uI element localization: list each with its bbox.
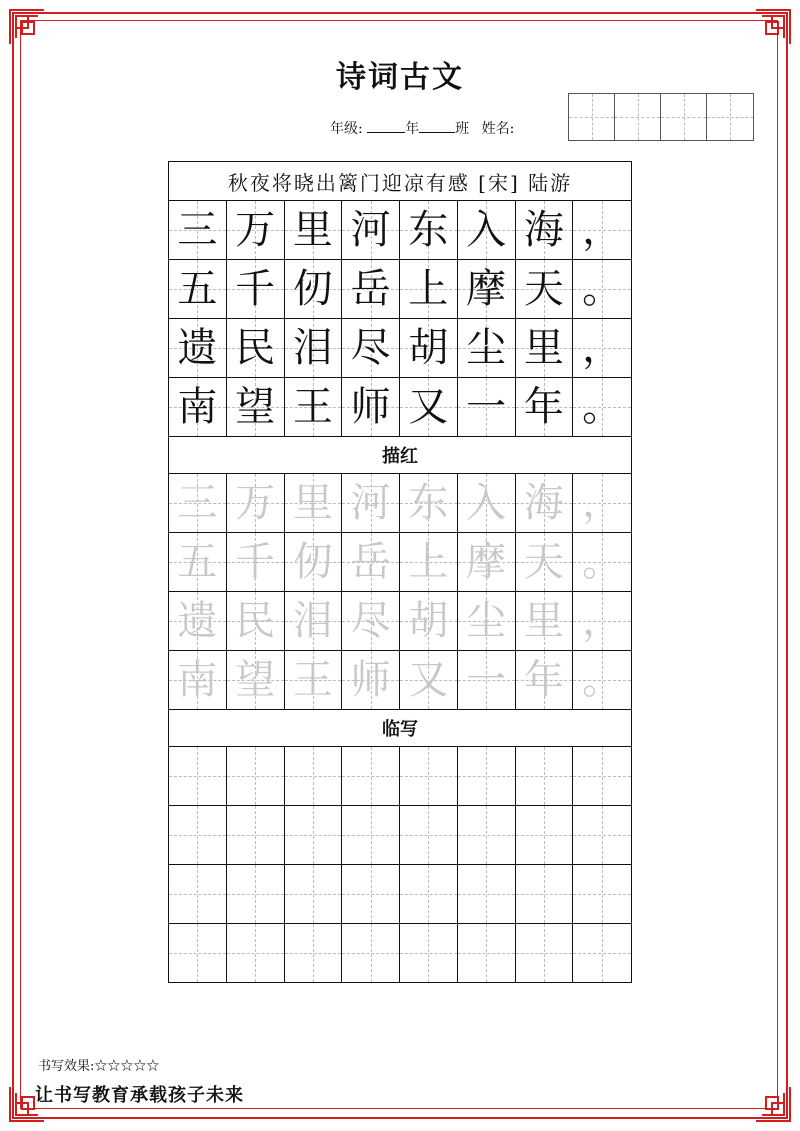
trace-character: ， xyxy=(582,480,623,526)
trace-cell[interactable] xyxy=(285,592,343,650)
name-cell[interactable] xyxy=(707,94,753,140)
model-cell xyxy=(573,260,631,318)
copy-cell[interactable] xyxy=(169,747,227,805)
copy-cell[interactable] xyxy=(227,806,285,864)
trace-cell[interactable] xyxy=(573,533,631,591)
trace-cell[interactable] xyxy=(227,474,285,532)
model-cell xyxy=(458,201,516,259)
copy-cell[interactable] xyxy=(285,865,343,923)
trace-character: 仞 xyxy=(292,539,333,585)
trace-character: 师 xyxy=(350,657,391,703)
name-cell[interactable] xyxy=(569,94,615,140)
trace-character: 入 xyxy=(466,480,507,526)
copy-cell[interactable] xyxy=(342,865,400,923)
trace-cell[interactable] xyxy=(400,651,458,709)
trace-cell[interactable] xyxy=(458,533,516,591)
copy-cell[interactable] xyxy=(458,806,516,864)
model-character: 五 xyxy=(177,266,218,312)
copy-cell[interactable] xyxy=(169,865,227,923)
trace-character: 望 xyxy=(235,657,276,703)
trace-cell[interactable] xyxy=(458,592,516,650)
model-character: 天 xyxy=(523,266,564,312)
copy-cell[interactable] xyxy=(169,806,227,864)
copy-row xyxy=(169,924,631,982)
trace-character: 海 xyxy=(523,480,564,526)
trace-character: 里 xyxy=(292,480,333,526)
copy-cell[interactable] xyxy=(342,747,400,805)
trace-character: 胡 xyxy=(408,598,449,644)
model-cell xyxy=(227,201,285,259)
model-character: 年 xyxy=(523,384,564,430)
model-cell xyxy=(400,201,458,259)
student-info-line xyxy=(330,118,514,138)
model-row xyxy=(169,201,631,260)
trace-cell[interactable] xyxy=(342,533,400,591)
copy-cell[interactable] xyxy=(573,747,631,805)
trace-character: 三 xyxy=(177,480,218,526)
trace-cell[interactable] xyxy=(285,533,343,591)
model-cell xyxy=(516,378,574,436)
trace-character: 万 xyxy=(235,480,276,526)
copy-cell[interactable] xyxy=(458,865,516,923)
copy-section xyxy=(169,747,631,982)
copy-cell[interactable] xyxy=(573,865,631,923)
model-cell xyxy=(169,260,227,318)
model-cell xyxy=(458,378,516,436)
trace-cell[interactable] xyxy=(573,592,631,650)
copy-cell[interactable] xyxy=(458,924,516,982)
model-cell xyxy=(573,378,631,436)
trace-cell[interactable] xyxy=(400,474,458,532)
model-character: 民 xyxy=(235,325,276,371)
model-cell xyxy=(342,319,400,377)
trace-section xyxy=(169,474,631,709)
model-cell xyxy=(400,378,458,436)
model-section xyxy=(169,201,631,436)
model-character: 东 xyxy=(408,207,449,253)
trace-character: 年 xyxy=(523,657,564,703)
model-cell xyxy=(516,319,574,377)
copy-cell[interactable] xyxy=(342,806,400,864)
trace-character: 遗 xyxy=(177,598,218,644)
corner-ornament-top-right xyxy=(754,8,792,46)
copy-cell[interactable] xyxy=(400,747,458,805)
trace-character: 里 xyxy=(523,598,564,644)
trace-character: 天 xyxy=(523,539,564,585)
trace-cell[interactable] xyxy=(285,474,343,532)
trace-character: 泪 xyxy=(292,598,333,644)
trace-character: 尘 xyxy=(466,598,507,644)
copy-cell[interactable] xyxy=(169,924,227,982)
model-cell xyxy=(342,378,400,436)
year-label: 年 xyxy=(405,121,420,137)
model-character: 尘 xyxy=(466,325,507,371)
model-cell xyxy=(169,201,227,259)
copy-row xyxy=(169,806,631,865)
writing-evaluation: 书写效果:☆☆☆☆☆ xyxy=(38,1059,160,1074)
corner-ornament-bottom-right xyxy=(754,1085,792,1123)
class-label: 班 xyxy=(455,121,470,137)
model-character: 师 xyxy=(350,384,391,430)
model-cell xyxy=(516,260,574,318)
copy-cell[interactable] xyxy=(516,865,574,923)
model-character: 岳 xyxy=(350,266,391,312)
model-cell xyxy=(169,378,227,436)
model-row xyxy=(169,378,631,436)
model-character: ， xyxy=(582,207,623,253)
trace-cell[interactable] xyxy=(342,592,400,650)
trace-row xyxy=(169,592,631,651)
grade-blank[interactable] xyxy=(367,118,405,133)
trace-character: 岳 xyxy=(350,539,391,585)
copy-row xyxy=(169,747,631,806)
model-cell xyxy=(285,378,343,436)
trace-character: ， xyxy=(582,598,623,644)
model-row xyxy=(169,260,631,319)
trace-cell[interactable] xyxy=(342,474,400,532)
model-cell xyxy=(285,260,343,318)
trace-cell[interactable] xyxy=(516,651,574,709)
trace-cell[interactable] xyxy=(227,592,285,650)
trace-cell[interactable] xyxy=(400,533,458,591)
trace-cell[interactable] xyxy=(227,533,285,591)
model-character: 海 xyxy=(523,207,564,253)
trace-character: 。 xyxy=(582,657,623,703)
model-cell xyxy=(169,319,227,377)
model-character: 望 xyxy=(235,384,276,430)
model-row xyxy=(169,319,631,378)
copy-cell[interactable] xyxy=(516,747,574,805)
copy-section-label: 临写 xyxy=(169,709,631,747)
trace-cell[interactable] xyxy=(285,651,343,709)
copy-cell[interactable] xyxy=(285,924,343,982)
copy-cell[interactable] xyxy=(400,806,458,864)
model-character: 万 xyxy=(235,207,276,253)
model-cell xyxy=(573,319,631,377)
trace-character: 东 xyxy=(408,480,449,526)
model-cell xyxy=(285,319,343,377)
model-character: 千 xyxy=(235,266,276,312)
trace-section-label: 描红 xyxy=(169,436,631,474)
copy-cell[interactable] xyxy=(227,924,285,982)
trace-character: 上 xyxy=(408,539,449,585)
name-cell[interactable] xyxy=(615,94,661,140)
copy-cell[interactable] xyxy=(285,747,343,805)
trace-character: 五 xyxy=(177,539,218,585)
copy-cell[interactable] xyxy=(573,924,631,982)
trace-character: 又 xyxy=(408,657,449,703)
model-character: 一 xyxy=(466,384,507,430)
trace-cell[interactable] xyxy=(516,533,574,591)
model-cell xyxy=(458,319,516,377)
model-cell xyxy=(342,201,400,259)
model-cell xyxy=(342,260,400,318)
copy-cell[interactable] xyxy=(573,806,631,864)
model-character: ， xyxy=(582,325,623,371)
trace-row xyxy=(169,651,631,709)
model-cell xyxy=(458,260,516,318)
model-cell xyxy=(400,319,458,377)
model-character: 入 xyxy=(466,207,507,253)
copy-cell[interactable] xyxy=(285,806,343,864)
trace-cell[interactable] xyxy=(458,651,516,709)
model-cell xyxy=(516,201,574,259)
model-character: 上 xyxy=(408,266,449,312)
name-label: 姓名: xyxy=(481,121,515,137)
copy-cell[interactable] xyxy=(227,747,285,805)
model-character: 里 xyxy=(523,325,564,371)
model-cell xyxy=(227,378,285,436)
class-blank[interactable] xyxy=(419,118,455,133)
model-character: 。 xyxy=(582,384,623,430)
model-character: 仞 xyxy=(292,266,333,312)
practice-sheet xyxy=(168,161,632,983)
trace-character: 民 xyxy=(235,598,276,644)
trace-cell[interactable] xyxy=(169,533,227,591)
model-character: 河 xyxy=(350,207,391,253)
model-character: 王 xyxy=(292,384,333,430)
trace-cell[interactable] xyxy=(169,474,227,532)
trace-character: 摩 xyxy=(466,539,507,585)
trace-character: 尽 xyxy=(350,598,391,644)
trace-cell[interactable] xyxy=(516,474,574,532)
trace-cell[interactable] xyxy=(342,651,400,709)
copy-cell[interactable] xyxy=(516,806,574,864)
name-cell[interactable] xyxy=(661,94,707,140)
model-cell xyxy=(227,260,285,318)
trace-cell[interactable] xyxy=(169,592,227,650)
trace-row xyxy=(169,533,631,592)
model-character: 尽 xyxy=(350,325,391,371)
copy-row xyxy=(169,865,631,924)
model-character: 南 xyxy=(177,384,218,430)
trace-character: 王 xyxy=(292,657,333,703)
copy-cell[interactable] xyxy=(458,747,516,805)
grade-label: 年级: xyxy=(330,121,363,137)
model-character: 胡 xyxy=(408,325,449,371)
copy-cell[interactable] xyxy=(400,865,458,923)
name-writing-grid[interactable] xyxy=(568,93,754,141)
poem-heading: 秋夜将晓出篱门迎凉有感 [宋] 陆游 xyxy=(169,162,631,201)
trace-row xyxy=(169,474,631,533)
model-character: 里 xyxy=(292,207,333,253)
footer-slogan: 让书写教育承载孩子未来 xyxy=(35,1085,244,1106)
model-cell xyxy=(227,319,285,377)
copy-cell[interactable] xyxy=(227,865,285,923)
corner-ornament-top-left xyxy=(8,8,46,46)
model-character: 。 xyxy=(582,266,623,312)
trace-cell[interactable] xyxy=(169,651,227,709)
trace-cell[interactable] xyxy=(573,651,631,709)
model-character: 三 xyxy=(177,207,218,253)
trace-character: 一 xyxy=(466,657,507,703)
model-character: 摩 xyxy=(466,266,507,312)
trace-character: 。 xyxy=(582,539,623,585)
trace-cell[interactable] xyxy=(400,592,458,650)
model-character: 又 xyxy=(408,384,449,430)
trace-cell[interactable] xyxy=(516,592,574,650)
trace-character: 南 xyxy=(177,657,218,703)
model-cell xyxy=(285,201,343,259)
trace-cell[interactable] xyxy=(458,474,516,532)
trace-cell[interactable] xyxy=(573,474,631,532)
model-cell xyxy=(573,201,631,259)
trace-character: 千 xyxy=(235,539,276,585)
copy-cell[interactable] xyxy=(400,924,458,982)
model-cell xyxy=(400,260,458,318)
copy-cell[interactable] xyxy=(342,924,400,982)
model-character: 遗 xyxy=(177,325,218,371)
trace-character: 河 xyxy=(350,480,391,526)
page-title: 诗词古文 xyxy=(336,60,464,95)
model-character: 泪 xyxy=(292,325,333,371)
copy-cell[interactable] xyxy=(516,924,574,982)
trace-cell[interactable] xyxy=(227,651,285,709)
